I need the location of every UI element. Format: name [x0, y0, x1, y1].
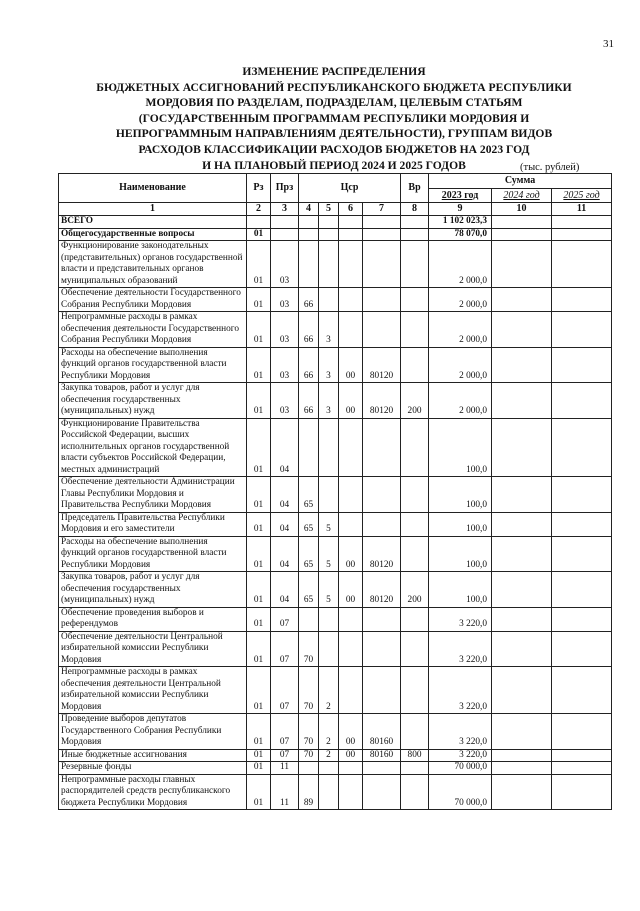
row-sum-2023: 100,0: [429, 512, 492, 536]
row-csr-2: 3: [319, 347, 339, 383]
row-csr-2: [319, 631, 339, 667]
row-vr: [401, 774, 429, 810]
row-csr-3: [339, 631, 363, 667]
row-prz: 03: [271, 241, 299, 288]
row-name: Проведение выборов депутатов Государственного Собрания Республики Мордовия: [59, 714, 247, 750]
row-csr-4: [363, 774, 401, 810]
row-prz: 03: [271, 288, 299, 312]
table-row: [59, 418, 612, 477]
row-csr-3: [339, 418, 363, 477]
row-name: Обеспечение деятельности Государственного Собрания Республики Мордовия: [59, 288, 247, 312]
row-csr-3: 00: [339, 347, 363, 383]
row-csr-3: 00: [339, 572, 363, 608]
row-sum-2023: 2 000,0: [429, 347, 492, 383]
row-prz: 11: [271, 774, 299, 810]
row-csr-3: [339, 762, 363, 775]
row-name: Обеспечение деятельности Центральной избирательной комиссии Республики Мордовия: [59, 631, 247, 667]
row-csr-1: [299, 228, 319, 241]
row-name: Расходы на обеспечение выполнения функций органов государственной власти Республики Мордовия: [59, 347, 247, 383]
row-csr-1: 65: [299, 477, 319, 513]
row-csr-1: 89: [299, 774, 319, 810]
row-csr-4: 80160: [363, 714, 401, 750]
row-sum-2024: [492, 762, 552, 775]
table-row: [59, 762, 612, 775]
col-number: 5: [319, 203, 339, 216]
row-csr-1: 66: [299, 347, 319, 383]
page-number: 31: [603, 38, 614, 50]
title-line: РАСХОДОВ КЛАССИФИКАЦИИ РАСХОДОВ БЮДЖЕТОВ НА 2023 ГОД: [138, 142, 530, 156]
row-name: Резервные фонды: [59, 762, 247, 775]
row-name: ВСЕГО: [59, 216, 247, 229]
table-row: [59, 477, 612, 513]
row-prz: 04: [271, 477, 299, 513]
row-rz: 01: [247, 749, 271, 762]
row-sum-2024: [492, 749, 552, 762]
header-vr: Вр: [401, 174, 429, 203]
row-sum-2023: 1 102 023,3: [429, 216, 492, 229]
row-prz: 07: [271, 714, 299, 750]
row-csr-3: [339, 216, 363, 229]
row-csr-2: [319, 228, 339, 241]
row-rz: 01: [247, 774, 271, 810]
row-csr-1: 70: [299, 714, 319, 750]
col-number: 1: [59, 203, 247, 216]
header-name: Наименование: [59, 174, 247, 203]
row-sum-2023: 100,0: [429, 418, 492, 477]
col-number: 3: [271, 203, 299, 216]
table-row: [59, 607, 612, 631]
row-csr-4: [363, 512, 401, 536]
row-csr-1: 70: [299, 667, 319, 714]
row-name: Расходы на обеспечение выполнения функций органов государственной власти Республики Мордовия: [59, 536, 247, 572]
title-line: НЕПРОГРАММНЫМ НАПРАВЛЕНИЯМ ДЕЯТЕЛЬНОСТИ), ГРУППАМ ВИДОВ: [115, 127, 553, 141]
row-csr-4: 80120: [363, 572, 401, 608]
row-csr-1: 66: [299, 312, 319, 348]
row-sum-2023: 70 000,0: [429, 762, 492, 775]
row-name: Функционирование Правительства Российской Федерации, высших исполнительных органов государственной власти субъектов Российской Федерации, местных администраций: [59, 418, 247, 477]
row-sum-2024: [492, 241, 552, 288]
row-sum-2025: [552, 477, 612, 513]
row-rz: 01: [247, 714, 271, 750]
row-sum-2025: [552, 774, 612, 810]
units-label: (тыс. рублей): [520, 162, 580, 173]
row-csr-1: 70: [299, 749, 319, 762]
col-number: 7: [363, 203, 401, 216]
table-row: [59, 512, 612, 536]
row-name: Общегосударственные вопросы: [59, 228, 247, 241]
row-sum-2024: [492, 418, 552, 477]
row-csr-1: 65: [299, 536, 319, 572]
row-prz: 04: [271, 512, 299, 536]
row-sum-2025: [552, 347, 612, 383]
title-line: БЮДЖЕТНЫХ АССИГНОВАНИЙ РЕСПУБЛИКАНСКОГО БЮДЖЕТА РЕСПУБЛИКИ: [96, 80, 572, 94]
row-vr: [401, 631, 429, 667]
row-csr-3: [339, 241, 363, 288]
document-title: [58, 64, 610, 173]
row-sum-2023: 100,0: [429, 536, 492, 572]
row-name: Непрограммные расходы в рамках обеспечения деятельности Центральной избирательной комиссии Республики Мордовия: [59, 667, 247, 714]
header-rz: Рз: [247, 174, 271, 203]
row-name: Функционирование законодательных (представительных) органов государственной власти и представительных органов муниципальных образований: [59, 241, 247, 288]
row-vr: [401, 228, 429, 241]
row-rz: 01: [247, 631, 271, 667]
row-rz: 01: [247, 512, 271, 536]
row-sum-2023: 2 000,0: [429, 312, 492, 348]
row-csr-3: 00: [339, 714, 363, 750]
row-name: Обеспечение проведения выборов и референдумов: [59, 607, 247, 631]
row-name: Иные бюджетные ассигнования: [59, 749, 247, 762]
table-row: [59, 347, 612, 383]
row-csr-3: [339, 312, 363, 348]
row-csr-2: [319, 418, 339, 477]
table-row: [59, 383, 612, 419]
row-csr-3: [339, 774, 363, 810]
row-vr: [401, 667, 429, 714]
row-sum-2025: [552, 228, 612, 241]
row-rz: 01: [247, 418, 271, 477]
table-row: [59, 572, 612, 608]
row-vr: [401, 216, 429, 229]
row-sum-2024: [492, 536, 552, 572]
row-csr-2: 5: [319, 572, 339, 608]
row-csr-1: 70: [299, 631, 319, 667]
row-csr-2: 5: [319, 512, 339, 536]
row-prz: 11: [271, 762, 299, 775]
table-row: [59, 631, 612, 667]
row-name: Непрограммные расходы в рамках обеспечения деятельности Государственного Собрания Республики Мордовия: [59, 312, 247, 348]
row-sum-2024: [492, 667, 552, 714]
row-vr: [401, 512, 429, 536]
row-csr-4: [363, 312, 401, 348]
row-csr-3: [339, 477, 363, 513]
table-row: [59, 774, 612, 810]
col-number: 10: [492, 203, 552, 216]
header-2025: 2025 год: [552, 188, 612, 203]
row-csr-4: [363, 762, 401, 775]
row-csr-4: [363, 607, 401, 631]
row-csr-2: [319, 607, 339, 631]
row-csr-1: 66: [299, 288, 319, 312]
row-csr-1: [299, 241, 319, 288]
row-sum-2024: [492, 714, 552, 750]
row-sum-2025: [552, 383, 612, 419]
row-name: Председатель Правительства Республики Мордовия и его заместители: [59, 512, 247, 536]
row-prz: [271, 228, 299, 241]
row-rz: 01: [247, 762, 271, 775]
row-csr-3: 00: [339, 749, 363, 762]
row-rz: 01: [247, 288, 271, 312]
table-row: [59, 288, 612, 312]
table-row: [59, 216, 612, 229]
row-rz: [247, 216, 271, 229]
row-vr: [401, 762, 429, 775]
row-sum-2025: [552, 312, 612, 348]
row-sum-2025: [552, 241, 612, 288]
table-row: [59, 714, 612, 750]
row-rz: 01: [247, 536, 271, 572]
row-sum-2024: [492, 383, 552, 419]
row-sum-2023: 3 220,0: [429, 667, 492, 714]
row-csr-4: [363, 477, 401, 513]
row-sum-2025: [552, 667, 612, 714]
row-sum-2025: [552, 749, 612, 762]
row-rz: 01: [247, 347, 271, 383]
row-csr-1: 66: [299, 383, 319, 419]
row-sum-2023: 100,0: [429, 572, 492, 608]
row-csr-1: 65: [299, 572, 319, 608]
row-csr-2: [319, 241, 339, 288]
row-csr-4: 80120: [363, 536, 401, 572]
row-sum-2024: [492, 288, 552, 312]
header-csr: Цср: [299, 174, 401, 203]
row-csr-3: 00: [339, 383, 363, 419]
row-prz: 07: [271, 607, 299, 631]
header-prz: Прз: [271, 174, 299, 203]
row-csr-2: 2: [319, 714, 339, 750]
row-vr: [401, 312, 429, 348]
row-csr-4: [363, 216, 401, 229]
budget-table: [58, 173, 612, 810]
row-csr-2: 3: [319, 383, 339, 419]
row-csr-1: [299, 607, 319, 631]
row-sum-2023: 2 000,0: [429, 241, 492, 288]
row-sum-2023: 2 000,0: [429, 288, 492, 312]
row-name: Непрограммные расходы главных распорядителей средств республиканского бюджета Республики Мордовия: [59, 774, 247, 810]
row-sum-2025: [552, 536, 612, 572]
table-row: [59, 667, 612, 714]
row-csr-2: [319, 477, 339, 513]
row-csr-1: [299, 216, 319, 229]
row-sum-2023: 3 220,0: [429, 607, 492, 631]
row-rz: 01: [247, 477, 271, 513]
header-2024: 2024 год: [492, 188, 552, 203]
row-prz: 07: [271, 667, 299, 714]
table-row: [59, 536, 612, 572]
col-number: 8: [401, 203, 429, 216]
row-prz: 04: [271, 572, 299, 608]
row-csr-3: [339, 667, 363, 714]
row-csr-4: [363, 228, 401, 241]
row-sum-2023: 3 220,0: [429, 714, 492, 750]
row-sum-2025: [552, 607, 612, 631]
row-name: Обеспечение деятельности Администрации Главы Республики Мордовия и Правительства Республики Мордовия: [59, 477, 247, 513]
col-number: 4: [299, 203, 319, 216]
table-row: [59, 241, 612, 288]
table-row: [59, 228, 612, 241]
row-csr-4: 80120: [363, 347, 401, 383]
row-csr-3: [339, 512, 363, 536]
row-csr-4: [363, 418, 401, 477]
row-sum-2023: 70 000,0: [429, 774, 492, 810]
row-rz: 01: [247, 572, 271, 608]
row-sum-2025: [552, 762, 612, 775]
row-sum-2025: [552, 572, 612, 608]
row-prz: 04: [271, 418, 299, 477]
row-sum-2023: 3 220,0: [429, 631, 492, 667]
row-vr: [401, 607, 429, 631]
row-csr-3: 00: [339, 536, 363, 572]
row-csr-2: [319, 288, 339, 312]
row-vr: [401, 418, 429, 477]
row-vr: 200: [401, 383, 429, 419]
row-csr-3: [339, 607, 363, 631]
row-csr-4: 80120: [363, 383, 401, 419]
row-rz: 01: [247, 667, 271, 714]
row-sum-2023: 2 000,0: [429, 383, 492, 419]
row-sum-2023: 100,0: [429, 477, 492, 513]
col-number: 11: [552, 203, 612, 216]
row-prz: 07: [271, 749, 299, 762]
header-sum: Сумма: [429, 174, 612, 189]
row-csr-2: 3: [319, 312, 339, 348]
row-csr-4: [363, 241, 401, 288]
row-csr-4: [363, 631, 401, 667]
title-line: ИЗМЕНЕНИЕ РАСПРЕДЕЛЕНИЯ: [242, 65, 426, 78]
row-sum-2023: 78 070,0: [429, 228, 492, 241]
row-vr: 200: [401, 572, 429, 608]
title-line: МОРДОВИЯ ПО РАЗДЕЛАМ, ПОДРАЗДЕЛАМ, ЦЕЛЕВЫМ СТАТЬЯМ: [145, 96, 523, 110]
row-name: Закупка товаров, работ и услуг для обеспечения государственных (муниципальных) нужд: [59, 572, 247, 608]
title-line: И НА ПЛАНОВЫЙ ПЕРИОД 2024 И 2025 ГОДОВ: [202, 158, 466, 172]
row-prz: 03: [271, 312, 299, 348]
row-vr: [401, 241, 429, 288]
row-sum-2024: [492, 607, 552, 631]
row-sum-2024: [492, 631, 552, 667]
row-prz: 03: [271, 383, 299, 419]
row-sum-2025: [552, 216, 612, 229]
row-sum-2024: [492, 774, 552, 810]
row-prz: 03: [271, 347, 299, 383]
row-csr-3: [339, 228, 363, 241]
row-prz: [271, 216, 299, 229]
row-rz: 01: [247, 228, 271, 241]
row-sum-2024: [492, 512, 552, 536]
row-rz: 01: [247, 607, 271, 631]
row-vr: [401, 477, 429, 513]
row-prz: 04: [271, 536, 299, 572]
row-sum-2024: [492, 216, 552, 229]
row-csr-2: 2: [319, 749, 339, 762]
row-sum-2023: 3 220,0: [429, 749, 492, 762]
row-csr-4: [363, 667, 401, 714]
row-sum-2025: [552, 714, 612, 750]
row-sum-2025: [552, 288, 612, 312]
row-sum-2025: [552, 512, 612, 536]
column-numbers-row: [59, 203, 612, 216]
row-sum-2025: [552, 418, 612, 477]
row-sum-2024: [492, 572, 552, 608]
row-rz: 01: [247, 383, 271, 419]
row-sum-2025: [552, 631, 612, 667]
row-vr: [401, 288, 429, 312]
row-vr: [401, 347, 429, 383]
col-number: 2: [247, 203, 271, 216]
row-csr-1: [299, 418, 319, 477]
row-csr-3: [339, 288, 363, 312]
header-2023: 2023 год: [429, 188, 492, 203]
col-number: 9: [429, 203, 492, 216]
title-line: (ГОСУДАРСТВЕННЫМ ПРОГРАММАМ РЕСПУБЛИКИ МОРДОВИЯ И: [138, 111, 530, 125]
row-vr: [401, 714, 429, 750]
row-csr-4: [363, 288, 401, 312]
col-number: 6: [339, 203, 363, 216]
row-rz: 01: [247, 312, 271, 348]
row-sum-2024: [492, 477, 552, 513]
row-csr-1: 65: [299, 512, 319, 536]
row-name: Закупка товаров, работ и услуг для обеспечения государственных (муниципальных) нужд: [59, 383, 247, 419]
table-row: [59, 749, 612, 762]
row-sum-2024: [492, 347, 552, 383]
row-csr-2: 5: [319, 536, 339, 572]
row-csr-2: [319, 762, 339, 775]
row-csr-2: 2: [319, 667, 339, 714]
row-csr-4: 80160: [363, 749, 401, 762]
row-prz: 07: [271, 631, 299, 667]
row-sum-2024: [492, 228, 552, 241]
row-rz: 01: [247, 241, 271, 288]
table-row: [59, 312, 612, 348]
row-vr: 800: [401, 749, 429, 762]
row-sum-2024: [492, 312, 552, 348]
row-csr-2: [319, 774, 339, 810]
row-csr-2: [319, 216, 339, 229]
row-csr-1: [299, 762, 319, 775]
row-vr: [401, 536, 429, 572]
